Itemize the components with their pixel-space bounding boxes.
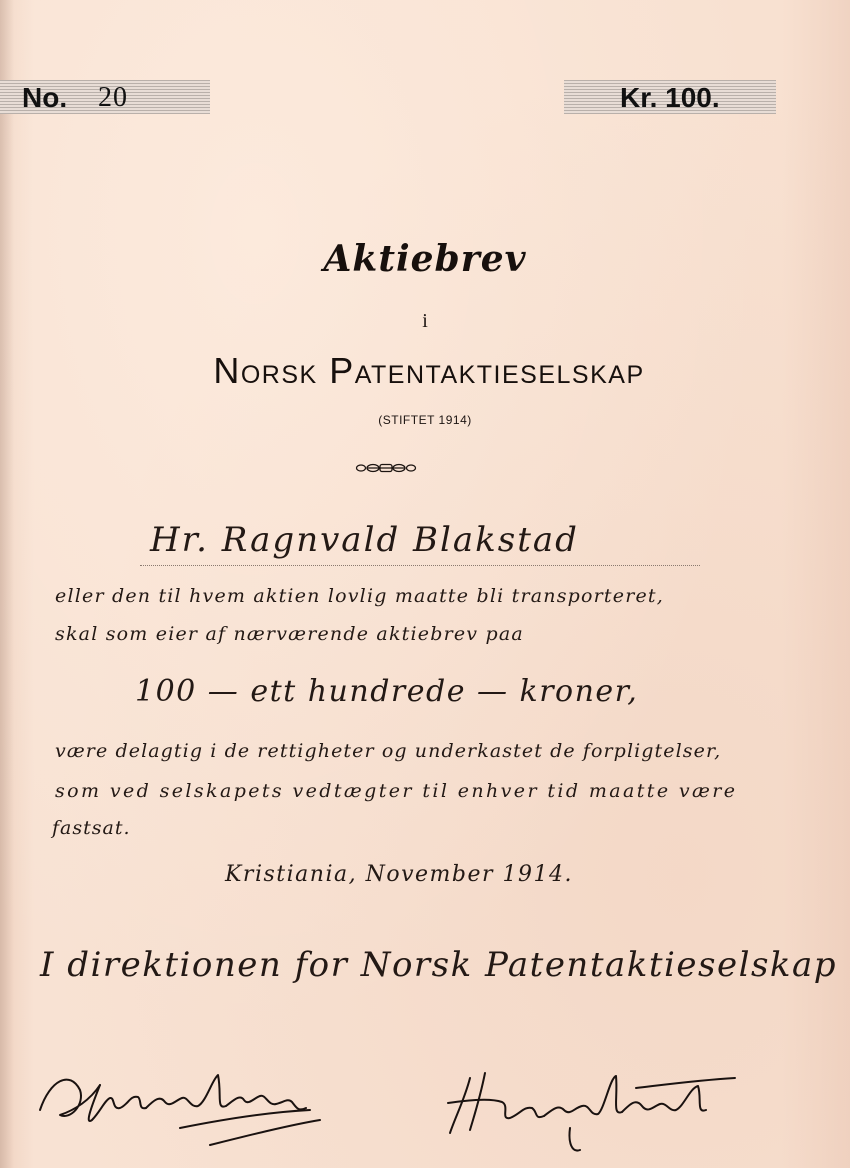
number-value: 20 — [98, 82, 128, 113]
body-line-1: eller den til hvem aktien lovlig maatte bli transporteret, — [55, 585, 665, 607]
number-label: No. — [22, 82, 68, 113]
certificate-title: Aktiebrev — [323, 238, 527, 280]
founded-note: (STIFTET 1914) — [378, 413, 472, 427]
page-edge-shadow — [0, 0, 14, 1168]
board-line: I direktionen for Norsk Patentaktieselskap — [40, 945, 838, 985]
body-line-2: skal som eier af nærværende aktiebrev paa — [55, 623, 524, 645]
body-line-3: være delagtig i de rettigheter og underkastet de forpligtelser, — [55, 740, 722, 762]
body-line-4: som ved selskapets vedtægter til enhver tid maatte være — [55, 780, 738, 802]
holder-dotted-line — [140, 565, 700, 566]
body-line-5: fastsat. — [52, 817, 131, 839]
amount-label: Kr. 100. — [620, 82, 720, 113]
handwritten-signature-icon — [440, 1058, 740, 1158]
title-connector: i — [422, 310, 428, 332]
handwritten-signature-icon — [30, 1050, 330, 1150]
holder-name: Hr. Ragnvald Blakstad — [150, 520, 579, 560]
place-and-date: Kristiania, November 1914. — [225, 862, 573, 887]
decorative-scroll-ornament-icon — [355, 460, 417, 476]
share-amount: 100 — ett hundrede — kroner, — [135, 674, 639, 709]
company-name: Norsk Patentaktieselskap — [213, 350, 645, 391]
